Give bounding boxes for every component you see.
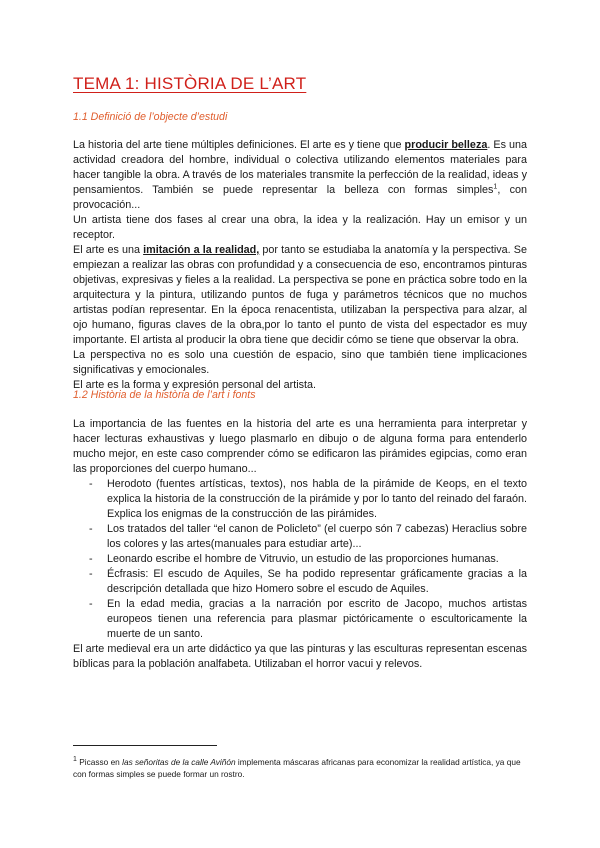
list-item	[73, 522, 527, 552]
list-item-text: Écfrasis: El escudo de Aquiles, Se ha podido representar gráficamente gracias a la descripción detallada que hizo Homero sobre el escudo de Aquiles.	[107, 568, 527, 595]
footnote-reference[interactable]: 1	[493, 183, 498, 191]
list-item	[73, 597, 527, 642]
footnote-text: Picasso en	[76, 757, 123, 767]
paragraph-perspective: La perspectiva no es solo una cuestión de espacio, sino que también tiene implicaciones significativas y emocionales.	[73, 349, 527, 376]
bullet-dash: -	[89, 568, 93, 580]
paragraph-medieval-art: El arte medieval era un arte didáctico ya que las pinturas y las esculturas representan escenas bíblicas para la población analfabeta. Utilizaban el horror vacui y relevos.	[73, 643, 527, 670]
paragraph-text: . Es una actividad creadora del hombre, individual o colectiva utilizando elementos materiales para hacer tangible la obra. A través de los materiales transmite la perfección de la realidad, ideas y pensamientos. También se puede representar la belleza con formas simples	[73, 139, 528, 196]
paragraph-text: , con provocación...	[73, 184, 527, 211]
footnote-mark: 1	[73, 756, 77, 764]
footnote	[73, 756, 527, 780]
list-item-text: En la edad media, gracias a la narración por escrito de Jacopo, muchos artistas europeos tienen una referencia para plasmar pictóricamente o escultoricamente la muerte de un santo.	[107, 598, 527, 640]
bullet-dash: -	[89, 478, 93, 490]
sources-list	[73, 477, 527, 642]
paragraph-artist-phases: Un artista tiene dos fases al crear una obra, la idea y la realización. Hay un emisor y un receptor.	[73, 214, 527, 241]
page-title: TEMA 1: HISTÒRIA DE L’ART	[73, 74, 307, 93]
list-item-text: Los tratados del taller “el canon de Policleto” (el cuerpo són 7 cabezas) Heraclius sobre los colores y las artes(manuales para estudiar arte)...	[107, 523, 527, 550]
footnote-text: implementa máscaras africanas para economizar la realidad artística, ya que con formas simples se puede formar un rostro.	[73, 757, 521, 779]
paragraph-sources-intro: La importancia de las fuentes en la historia del arte es una herramienta para interpretar y hacer lecturas exhaustivas y luego plasmarlo en dibujo o de alguna forma para entenderlo mucho mejor, en este caso comprender cómo se edificaron las pirámides egipcias, como eran las proporciones del cuerpo humano...	[73, 418, 527, 475]
bullet-dash: -	[89, 598, 93, 610]
paragraph-definitions	[73, 138, 527, 213]
highlight-producir-belleza: producir belleza	[404, 139, 488, 151]
bullet-dash: -	[89, 553, 93, 565]
section-heading-1-1: 1.1 Definició de l’objecte d’estudi	[73, 111, 228, 123]
highlight-imitacion: imitación a la realidad,	[143, 244, 260, 256]
paragraph-imitation	[73, 243, 527, 348]
paragraph-text: El arte es una	[73, 244, 144, 256]
footnote-artwork-title: las señoritas de la calle Aviñón	[122, 757, 236, 767]
list-item-text: Herodoto (fuentes artísticas, textos), nos habla de la pirámide de Keops, en el texto explica la historia de la construcción de la pirámide y por lo tanto del reinado del faraón. Explica los enigmas de la construcción de las pirámides.	[107, 478, 527, 520]
list-item	[73, 552, 527, 567]
paragraph-text: La historia del arte tiene múltiples definiciones. El arte es y tiene que	[73, 139, 405, 151]
list-item	[73, 567, 527, 597]
list-item	[73, 477, 527, 522]
paragraph-text: por tanto se estudiaba la anatomía y la perspectiva. Se empiezan a realizar las obras con profundidad y a consecuencia de eso, encontramos pinturas objetivas, expresivas y fieles a la realidad. La perspectiva se pone en práctica sobre todo en la arquitectura y la pintura, utilizando puntos de fuga y parámetros técnicos que no muchos artistas podían representar. En la época renacentista, utilizaban la perspectiva para alzar, al ojo humano, figuras claves de la obra,por lo tanto el punto de vista del espectador es muy importante. El artista al producir la obra tiene que decidir cómo se tiene que observar la obra.	[73, 244, 527, 346]
section-1-2-body	[73, 417, 527, 672]
list-item-text: Leonardo escribe el hombre de Vitruvio, un estudio de las proporciones humanas.	[107, 553, 499, 565]
section-heading-1-2: 1.2 Història de la història de l’art i fonts	[73, 389, 256, 401]
paragraph-expression: El arte es la forma y expresión personal del artista.	[73, 379, 317, 391]
footnote-divider	[73, 745, 217, 746]
section-1-1-body	[73, 138, 527, 393]
bullet-dash: -	[89, 523, 93, 535]
